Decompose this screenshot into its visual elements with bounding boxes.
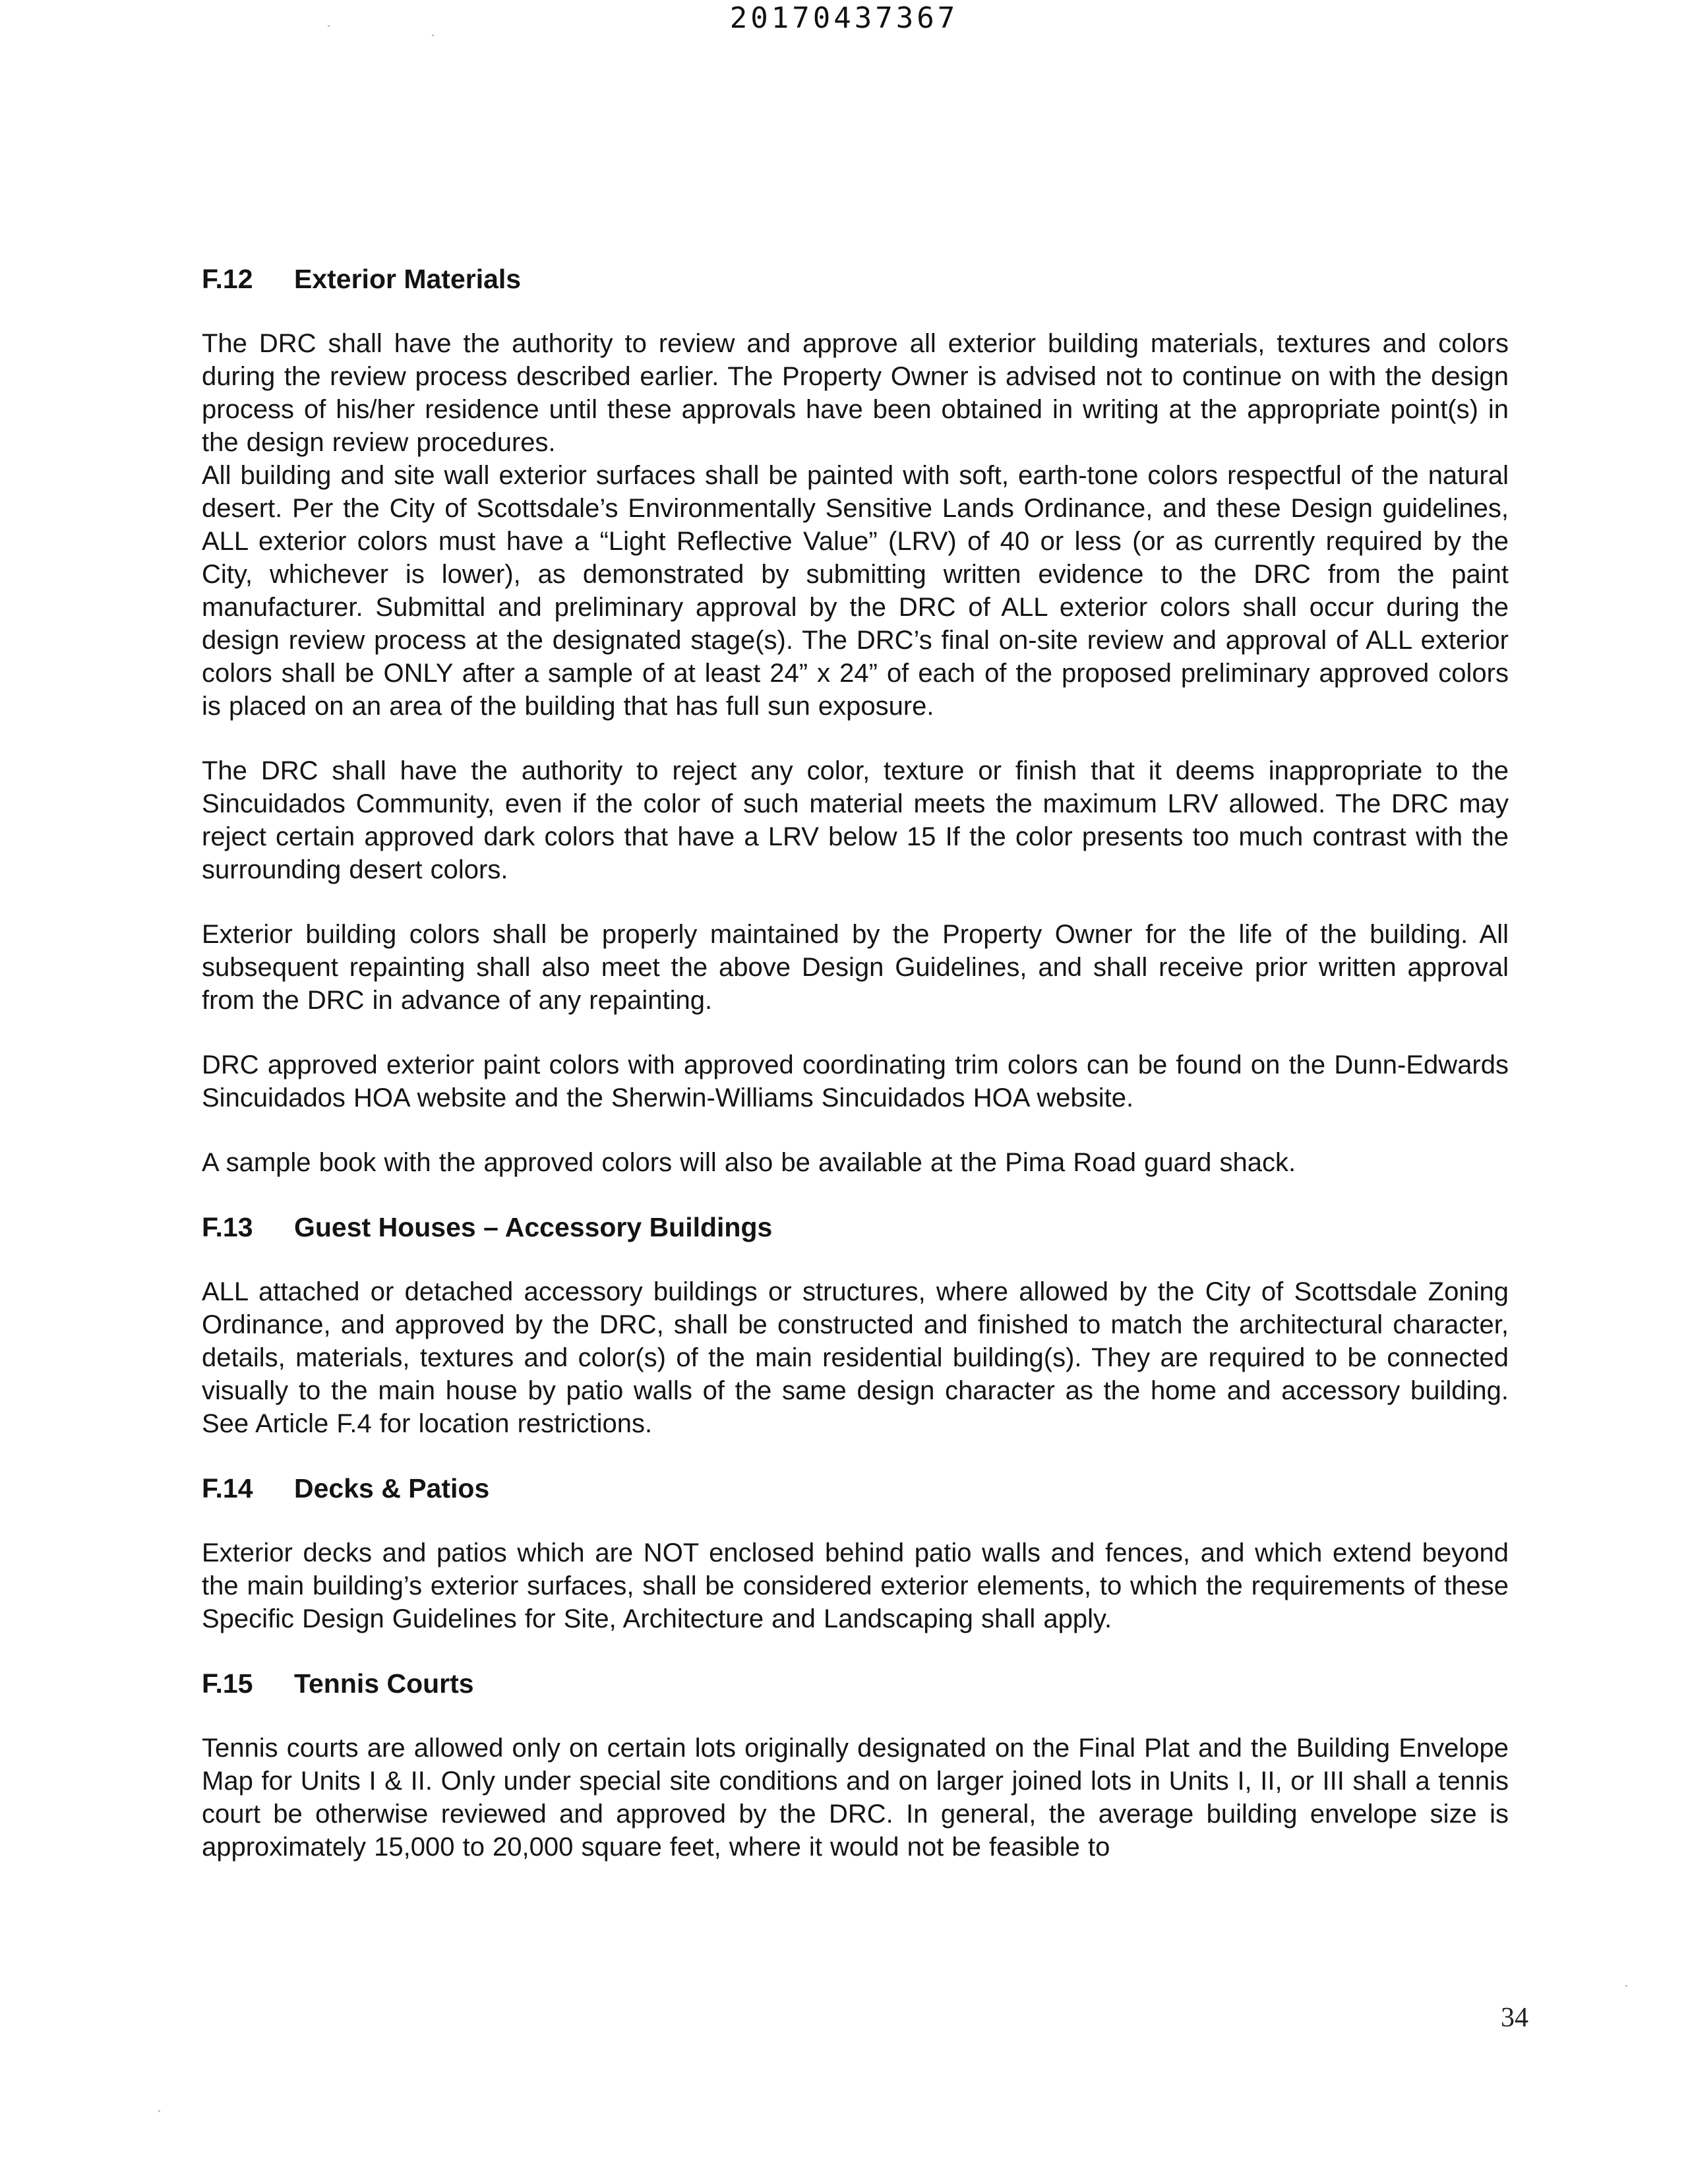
document-body (202, 262, 1509, 1864)
page-number: 34 (1501, 2003, 1528, 2033)
scan-speck (328, 25, 330, 27)
paragraph: A sample book with the approved colors will also be available at the Pima Road guard shack. (202, 1148, 1296, 1177)
section-heading-f15 (202, 1667, 1509, 1700)
paragraph: DRC approved exterior paint colors with approved coordinating trim colors can be found on the Dunn-Edwards Sincuidados HOA website and the Sherwin-Williams Sincuidados HOA website. (202, 1050, 1509, 1112)
section-title: Exterior Materials (294, 264, 522, 294)
paragraph: Tennis courts are allowed only on certain lots originally designated on the Final Plat and the Building Envelope Map for Units I & II. Only under special site conditions and on larger joined lots in Units I, II, or III shall a tennis court be otherwise reviewed and approved by the DRC. In general, the average building envelope size is approximately 15,000 to 20,000 square feet, where it would not be feasible to (202, 1734, 1509, 1862)
paragraph: Exterior building colors shall be properly maintained by the Property Owner for the life of the building. All subsequent repainting shall also meet the above Design Guidelines, and shall receive prior written approval from the DRC in advance of any repainting. (202, 920, 1509, 1015)
section-number: F.14 (202, 1473, 253, 1503)
paragraph: All building and site wall exterior surfaces shall be painted with soft, earth-tone colors respectful of the natural desert. Per the City of Scottsdale’s Environmentally Sensitive Lands Ordinance, and these Design guidelines, ALL exterior colors must have a “Light Reflective Value” (LRV) of 40 or less (or as currently required by the City, whichever is lower), as demonstrated by submitting written evidence to the DRC from the paint manufacturer. Submittal and preliminary approval by the DRC of ALL exterior colors shall occur during the design review process at the designated stage(s). The DRC’s final on-site review and approval of ALL exterior colors shall be ONLY after a sample of at least 24” x 24” of each of the proposed preliminary approved colors is placed on an area of the building that has full sun exposure. (202, 461, 1509, 721)
section-title: Guest Houses – Accessory Buildings (294, 1212, 773, 1242)
section-heading-f14 (202, 1472, 1509, 1505)
paragraph: ALL attached or detached accessory buildings or structures, where allowed by the City of Scottsdale Zoning Ordinance, and approved by the DRC, shall be constructed and finished to match the architectural character, details, materials, textures and color(s) of the main residential building(s). They are required to be connected visually to the main house by patio walls of the same design character as the home and accessory building. See Article F.4 for location restrictions. (202, 1277, 1509, 1438)
section-title: Decks & Patios (294, 1473, 490, 1503)
section-title: Tennis Courts (294, 1668, 474, 1699)
section-number: F.12 (202, 264, 253, 294)
paragraph: The DRC shall have the authority to reject any color, texture or finish that it deems inappropriate to the Sincuidados Community, even if the color of such material meets the maximum LRV allowed. The DRC may reject certain approved dark colors that have a LRV below 15 If the color presents too much contrast with the surrounding desert colors. (202, 756, 1509, 884)
section-number: F.13 (202, 1212, 253, 1242)
section-heading-f12 (202, 262, 1509, 295)
paragraph: The DRC shall have the authority to review and approve all exterior building materials, textures and colors during the review process described earlier. The Property Owner is advised not to continue on with the design process of his/her residence until these approvals have been obtained in writing at the appropriate point(s) in the design review procedures. (202, 329, 1509, 457)
section-heading-f13 (202, 1211, 1509, 1244)
document-number: 20170437367 (729, 1, 959, 35)
scan-speck (158, 2110, 160, 2112)
section-number: F.15 (202, 1668, 253, 1699)
paragraph: Exterior decks and patios which are NOT enclosed behind patio walls and fences, and which extend beyond the main building’s exterior surfaces, shall be considered exterior elements, to which the requirements of these Specific Design Guidelines for Site, Architecture and Landscaping shall apply. (202, 1538, 1509, 1633)
scan-speck (1625, 1985, 1627, 1987)
scan-speck (432, 34, 434, 36)
